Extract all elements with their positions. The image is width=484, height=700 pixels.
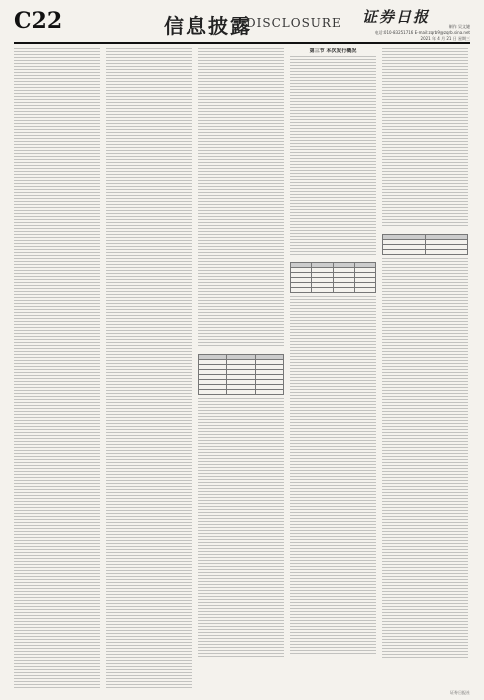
data-table <box>198 354 284 395</box>
column-2 <box>106 48 192 688</box>
column-3-text-top <box>198 48 284 348</box>
meta-date: 2021 年 4 月 21 日 星期三 <box>420 36 470 41</box>
article-columns <box>14 48 470 688</box>
paper-logo: 证券日报 <box>361 8 430 26</box>
column-4-text-top <box>290 56 376 256</box>
column-1 <box>14 48 100 688</box>
section-heading: 第三节 本次发行概况 <box>309 48 357 54</box>
meta-contact: 电话:010-83251716 E-mail:zqrb9@zqrb.sina.net <box>374 30 470 35</box>
page-code: C22 <box>14 8 63 34</box>
column-3-text-bottom <box>198 398 284 658</box>
column-5-text-top <box>382 48 468 228</box>
footer-note: 证券日报社 <box>450 690 470 695</box>
masthead-meta <box>340 24 470 42</box>
column-4 <box>290 48 376 688</box>
meta-editor: 制作 吴文婕 <box>448 24 470 29</box>
column-4-text-bottom <box>290 296 376 656</box>
column-1-text <box>14 48 100 688</box>
column-5-text-bottom <box>382 258 468 658</box>
masthead <box>14 6 470 44</box>
column-5 <box>382 48 468 688</box>
data-table <box>290 262 376 293</box>
column-2-text <box>106 48 192 688</box>
section-title-en: DISCLOSURE <box>246 16 342 30</box>
section-title-cn: 信息披露 <box>164 14 252 38</box>
column-3 <box>198 48 284 688</box>
data-table <box>382 234 468 255</box>
